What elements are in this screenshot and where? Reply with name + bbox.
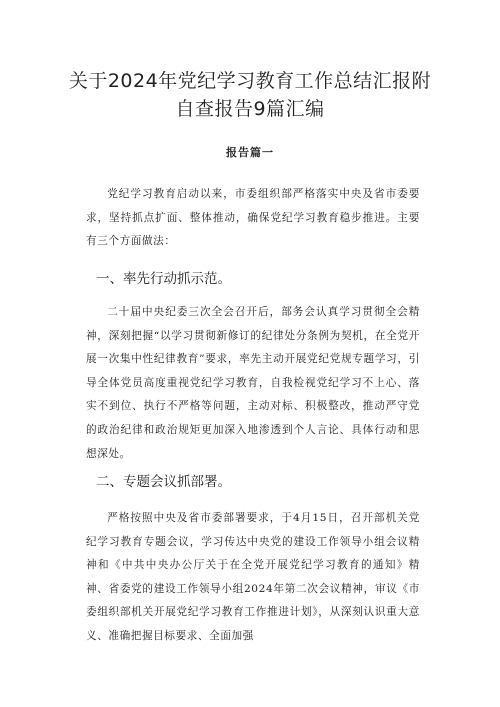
document-title-line2: 自查报告9篇汇编 bbox=[175, 98, 325, 120]
report-label: 报告篇一 bbox=[226, 146, 274, 159]
section-heading-2: 二、专题会议抓部署。 bbox=[96, 474, 231, 490]
intro-paragraph: 党纪学习教育启动以来，市委组织部严格落实中央及省市委要求，坚持抓点扩面、整体推动，确保党纪学习教育稳步推进。主要有三个方面做法： bbox=[86, 188, 420, 248]
section-paragraph-1: 二十届中央纪委三次全会召开后，部务会认真学习贯彻全会精神，深刻把握“以学习贯彻新修订的纪律处分条例为契机，在全党开展一次集中性纪律教育”要求，率先主动开展党纪党规专题学习，引导全体党员高度重视党纪学习教育，自我检视党纪学习不上心、落实不到位、执行不严格等问题，主动对标、积极整改，推动严守党的政治纪律和政治规矩更加深入地渗透到个人言论、具体行动和思想深处。 bbox=[86, 306, 420, 460]
section-heading-1: 一、率先行动抓示范。 bbox=[96, 271, 231, 287]
document-title-line1: 关于2024年党纪学习教育工作总结汇报附 bbox=[68, 70, 432, 92]
section-paragraph-2: 严格按照中央及省市委部署要求，于4月15日，召开部机关党纪学习教育专题会议，学习传达中央党的建设工作领导小组会议精神和《中共中央办公厅关于在全党开展党纪学习教育的通知》精神、省委党的建设工作领导小组2024年第二次会议精神，审议《市委组织部机关开展党纪学习教育工作推进计划》，从深刻认识重大意义、准确把握目标要求、全面加强 bbox=[86, 512, 420, 642]
